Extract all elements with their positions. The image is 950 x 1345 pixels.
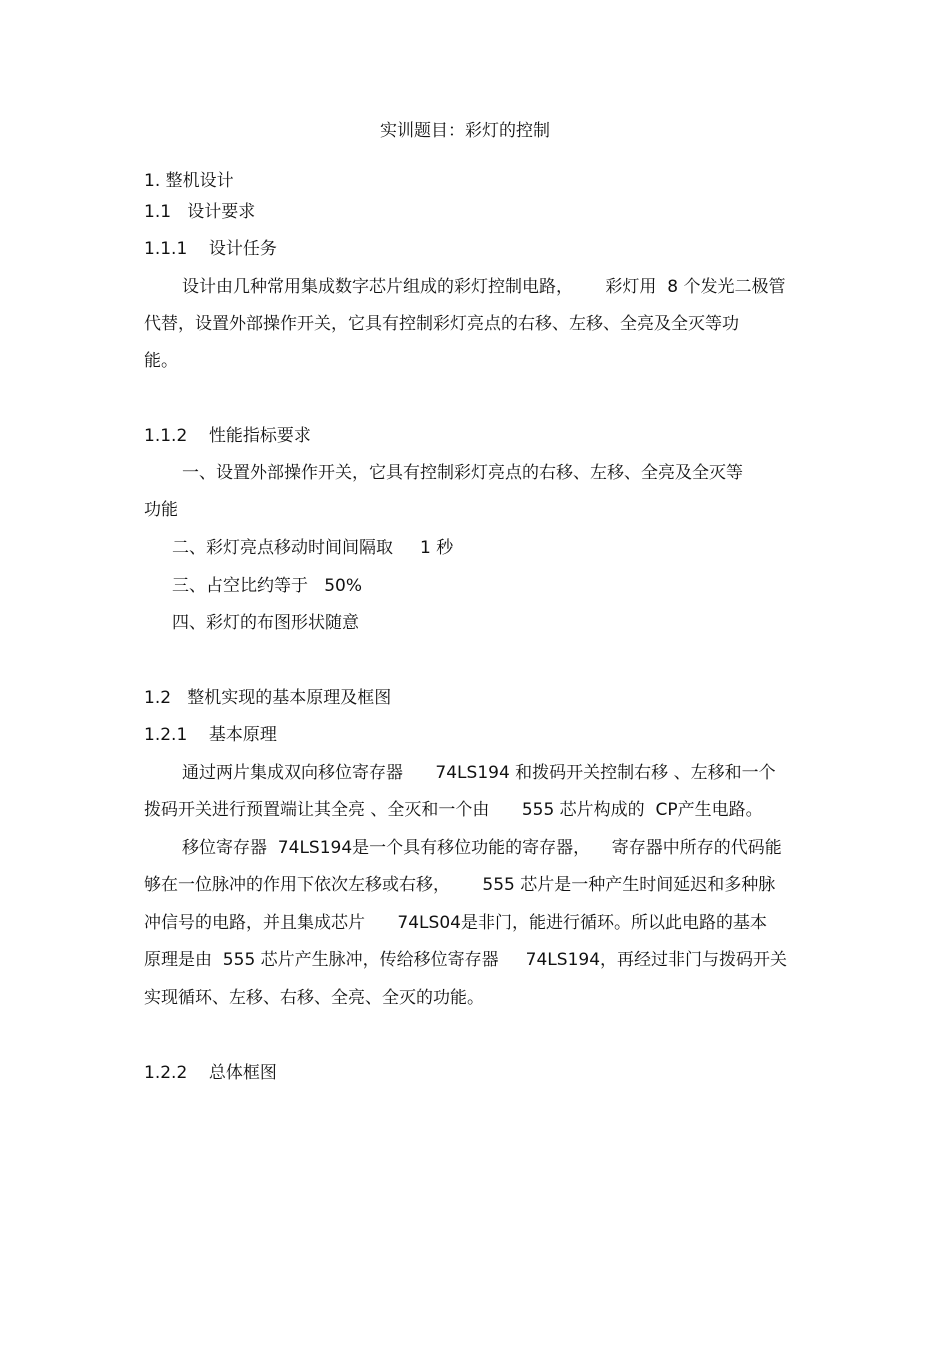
section-heading-1-2: 1.2 整机实现的基本原理及框图	[144, 688, 392, 708]
principle-paragraph-line: 移位寄存器 74LS194是一个具有移位功能的寄存器， 寄存器中所存的代码能	[182, 838, 782, 858]
performance-item-line: 二、彩灯亮点移动时间间隔取 1 秒	[172, 538, 454, 558]
principle-paragraph-line: 实现循环、左移、右移、全亮、全灭的功能。	[144, 988, 484, 1008]
section-heading-1: 1. 整机设计	[144, 171, 234, 191]
subsection-heading-1-2-1: 1.2.1 基本原理	[144, 725, 277, 745]
page-title: 实训题目：彩灯的控制	[380, 121, 550, 141]
performance-item-line: 四、彩灯的布图形状随意	[172, 613, 359, 633]
task-paragraph-line: 设计由几种常用集成数字芯片组成的彩灯控制电路， 彩灯用 8 个发光二极管	[182, 277, 786, 297]
principle-paragraph-line: 冲信号的电路，并且集成芯片 74LS04是非门，能进行循环。所以此电路的基本	[144, 913, 767, 933]
performance-item-line: 一、设置外部操作开关，它具有控制彩灯亮点的右移、左移、全亮及全灭等	[182, 463, 743, 483]
principle-paragraph-line: 通过两片集成双向移位寄存器 74LS194 和拨码开关控制右移 、左移和一个	[182, 763, 776, 783]
principle-paragraph-line: 原理是由 555 芯片产生脉冲，传给移位寄存器 74LS194，再经过非门与拨码开关	[144, 950, 788, 970]
performance-item-line: 功能	[144, 500, 178, 520]
principle-paragraph-line: 够在一位脉冲的作用下依次左移或右移， 555 芯片是一种产生时间延迟和多种脉	[144, 875, 776, 895]
subsection-heading-1-2-2: 1.2.2 总体框图	[144, 1063, 277, 1083]
subsection-heading-1-1-1: 1.1.1 设计任务	[144, 239, 277, 259]
task-paragraph-line: 代替，设置外部操作开关，它具有控制彩灯亮点的右移、左移、全亮及全灭等功	[144, 314, 739, 334]
subsection-heading-1-1: 1.1 设计要求	[144, 202, 256, 222]
subsection-heading-1-1-2: 1.1.2 性能指标要求	[144, 426, 311, 446]
task-paragraph-line: 能。	[144, 351, 178, 371]
principle-paragraph-line: 拨码开关进行预置端让其全亮 、全灭和一个由 555 芯片构成的 CP产生电路。	[144, 800, 763, 820]
performance-item-line: 三、占空比约等于 50%	[172, 576, 362, 596]
